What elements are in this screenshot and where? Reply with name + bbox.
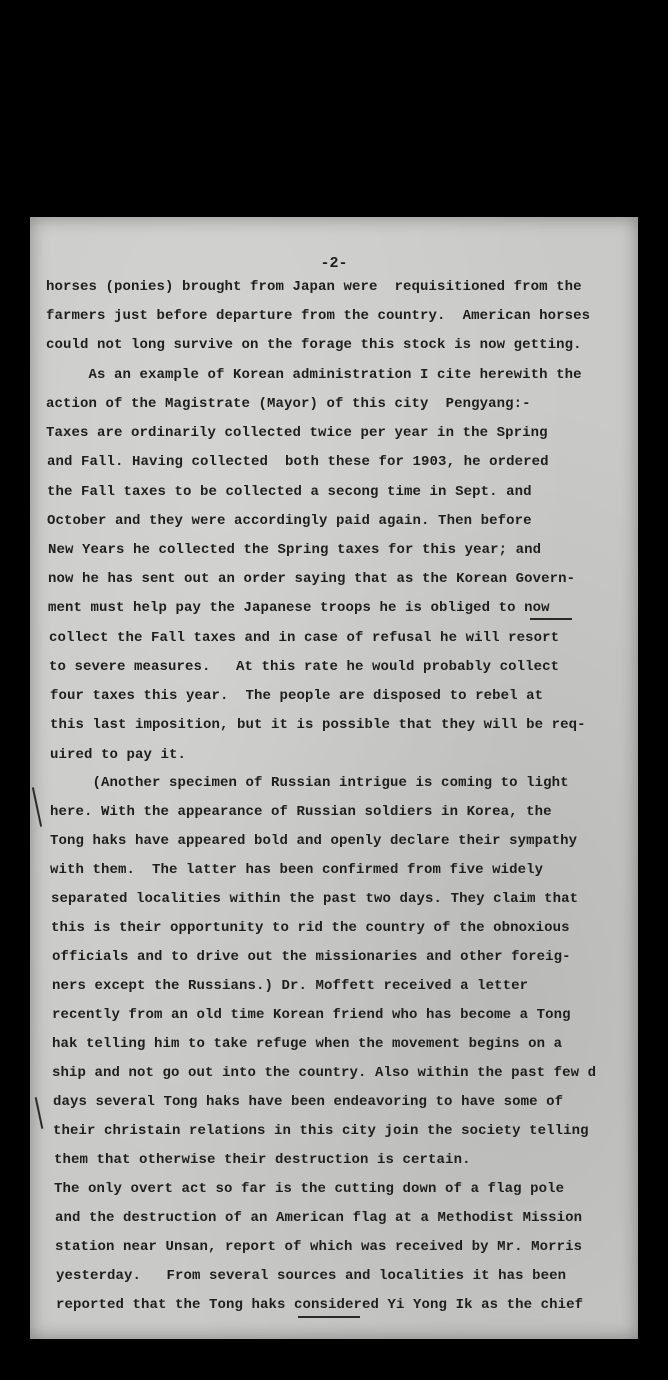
text-line: As an example of Korean administration I cite herewith the xyxy=(46,367,582,383)
text-line: action of the Magistrate (Mayor) of this city Pengyang:- xyxy=(46,396,531,412)
text-line: their christain relations in this city join the society telling xyxy=(53,1123,589,1139)
text-line: days several Tong haks have been endeavoring to have some of xyxy=(53,1094,564,1110)
text-line: Taxes are ordinarily collected twice per year in the Spring xyxy=(46,425,548,441)
text-line: uired to pay it. xyxy=(50,747,187,763)
text-line: yesterday. From several sources and localities it has been xyxy=(56,1268,567,1284)
text-line: reported that the Tong haks considered Yi Yong Ik as the chief xyxy=(56,1297,584,1313)
text-line: now he has sent out an order saying that as the Korean Govern- xyxy=(48,571,576,587)
text-line: hak telling him to take refuge when the movement begins on a xyxy=(52,1036,563,1052)
text-line: Tong haks have appeared bold and openly declare their sympathy xyxy=(50,833,578,849)
text-line: separated localities within the past two days. They claim that xyxy=(51,891,579,907)
handwritten-underline xyxy=(298,1316,360,1318)
text-line: this last imposition, but it is possible that they will be req- xyxy=(50,717,586,733)
text-line: and the destruction of an American flag at a Methodist Mission xyxy=(55,1210,583,1226)
text-line: farmers just before departure from the country. American horses xyxy=(46,308,591,324)
text-line: four taxes this year. The people are disposed to rebel at xyxy=(50,688,544,704)
text-line: The only overt act so far is the cutting down of a flag pole xyxy=(54,1181,565,1197)
text-line: and Fall. Having collected both these for 1903, he ordered xyxy=(47,454,549,470)
text-line: here. With the appearance of Russian soldiers in Korea, the xyxy=(50,804,552,820)
text-line: ment must help pay the Japanese troops he is obliged to now xyxy=(48,600,550,616)
text-line: (Another specimen of Russian intrigue is coming to light xyxy=(50,775,569,791)
text-line: ship and not go out into the country. Also within the past few d xyxy=(52,1065,597,1081)
text-line: officials and to drive out the missionaries and other foreig- xyxy=(52,949,571,965)
text-line: with them. The latter has been confirmed from five widely xyxy=(50,862,544,878)
text-line: New Years he collected the Spring taxes for this year; and xyxy=(48,542,542,558)
text-line: could not long survive on the forage this stock is now getting. xyxy=(46,337,582,353)
text-line: the Fall taxes to be collected a secong time in Sept. and xyxy=(47,484,532,500)
handwritten-underline xyxy=(530,618,572,620)
text-line: ners except the Russians.) Dr. Moffett received a letter xyxy=(52,978,529,994)
text-line: station near Unsan, report of which was received by Mr. Morris xyxy=(55,1239,583,1255)
text-line: October and they were accordingly paid again. Then before xyxy=(47,513,532,529)
page-number: -2- xyxy=(320,255,348,272)
text-line: horses (ponies) brought from Japan were requisitioned from the xyxy=(46,279,582,295)
text-line: collect the Fall taxes and in case of refusal he will resort xyxy=(49,630,560,646)
text-line: to severe measures. At this rate he would probably collect xyxy=(49,659,560,675)
text-line: recently from an old time Korean friend who has become a Tong xyxy=(52,1007,571,1023)
text-line: this is their opportunity to rid the country of the obnoxious xyxy=(51,920,570,936)
text-line: them that otherwise their destruction is certain. xyxy=(54,1152,471,1168)
typed-text-body xyxy=(30,217,638,1339)
document-page xyxy=(30,217,638,1339)
